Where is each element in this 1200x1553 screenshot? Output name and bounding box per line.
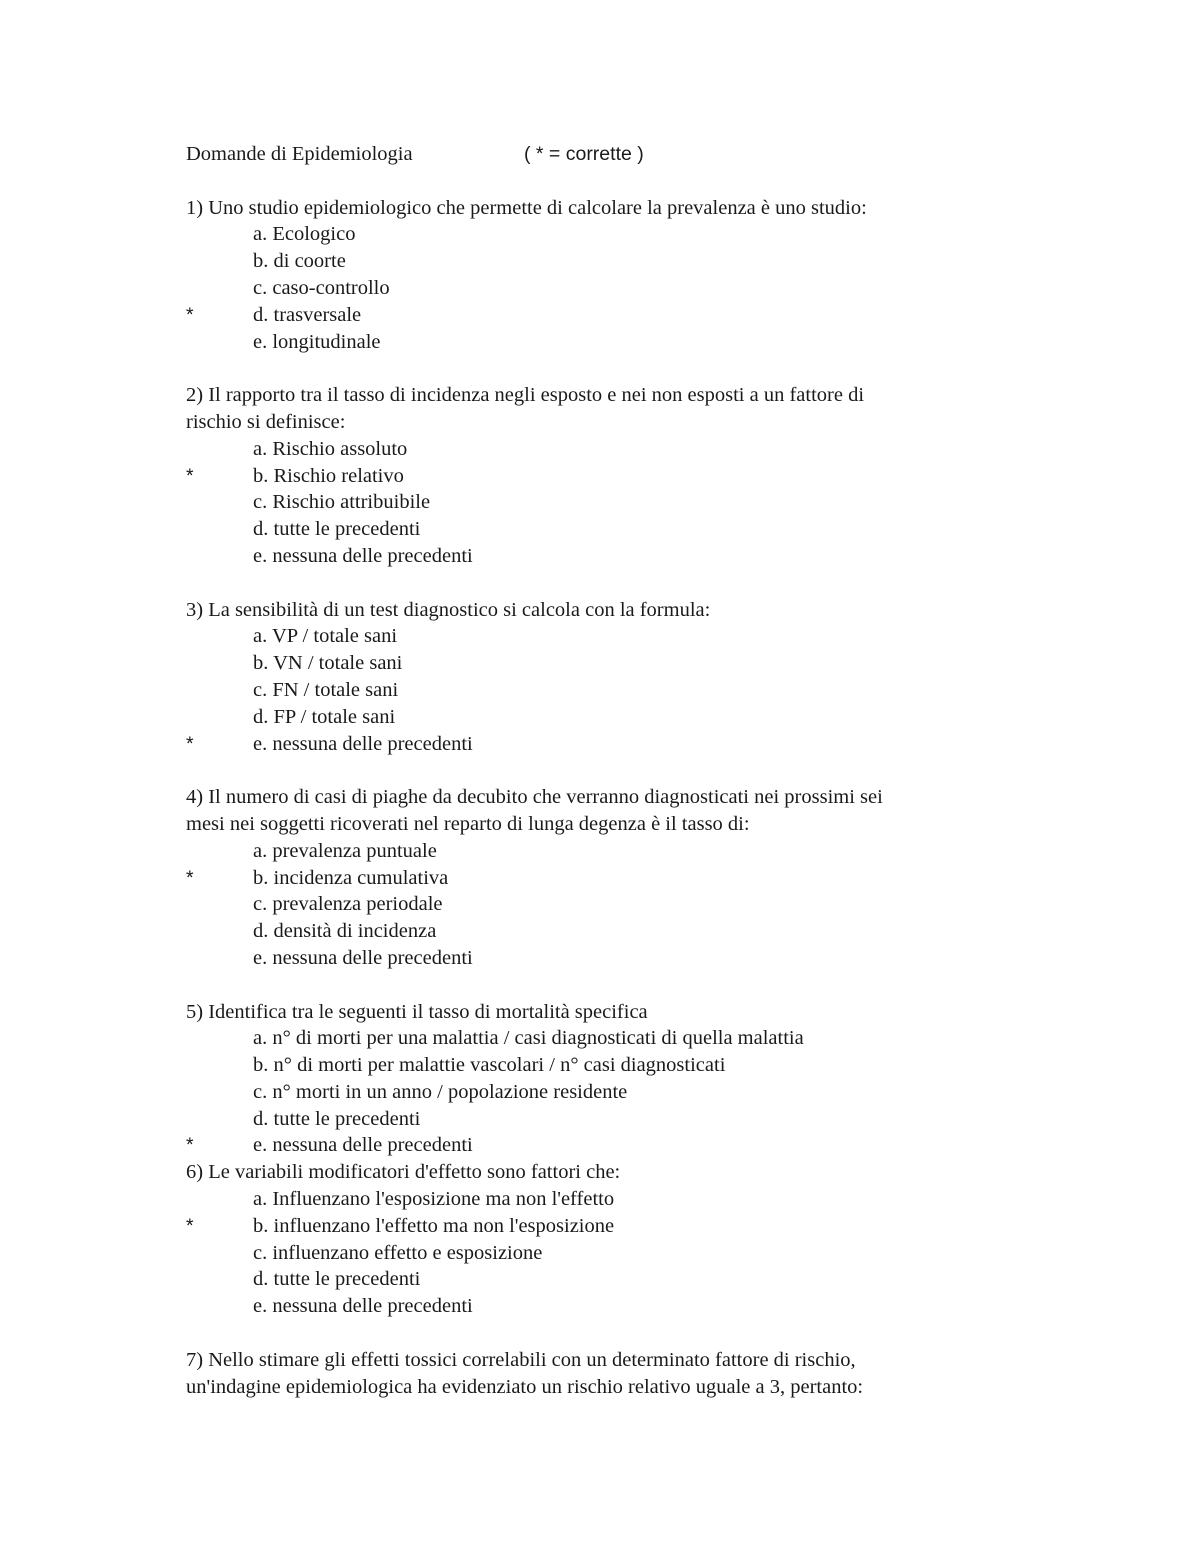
answer-option-text: a. Rischio assoluto [253, 437, 408, 460]
question-stem-line: 3) La sensibilità di un test diagnostico si calcola con la formula: [186, 598, 711, 621]
question-stem-line: 5) Identifica tra le seguenti il tasso di mortalità specifica [186, 1000, 648, 1023]
answer-option [186, 1025, 986, 1052]
answer-option [186, 1266, 986, 1293]
question-7 [186, 1347, 986, 1401]
answer-option [186, 302, 986, 329]
answer-option [186, 275, 986, 302]
answer-option-text: d. FP / totale sani [253, 705, 396, 728]
answer-option [186, 248, 986, 275]
answer-option [186, 1106, 986, 1133]
correct-answer-marker: * [186, 464, 194, 487]
blank-line [186, 1320, 986, 1347]
blank-line [186, 355, 986, 382]
answer-option-text: c. FN / totale sani [253, 678, 399, 701]
question-3 [186, 597, 986, 758]
answer-option-text: e. nessuna delle precedenti [253, 946, 473, 969]
correct-answer-marker: * [186, 732, 194, 755]
answer-option [186, 650, 986, 677]
answer-option [186, 463, 986, 490]
answer-option [186, 865, 986, 892]
answer-option-text: e. longitudinale [253, 330, 381, 353]
answer-option [186, 677, 986, 704]
question-2 [186, 382, 986, 570]
answer-option-text: c. n° morti in un anno / popolazione residente [253, 1080, 628, 1103]
answer-option-text: c. Rischio attribuibile [253, 491, 431, 514]
answer-option-text: d. trasversale [253, 303, 362, 326]
document-page [186, 141, 986, 1400]
answer-option [186, 1132, 986, 1159]
answer-option-text: a. n° di morti per una malattia / casi diagnosticati di quella malattia [253, 1027, 804, 1050]
blank-line [186, 972, 986, 999]
answer-option-text: b. incidenza cumulativa [253, 866, 449, 889]
answer-option-text: c. prevalenza periodale [253, 893, 443, 916]
question-1 [186, 195, 986, 356]
answer-option-text: e. nessuna delle precedenti [253, 544, 473, 567]
question-5 [186, 999, 986, 1160]
answer-option-text: e. nessuna delle precedenti [253, 1295, 473, 1318]
question-list [186, 168, 986, 1401]
question-stem-line: 1) Uno studio epidemiologico che permette di calcolare la prevalenza è uno studio: [186, 196, 867, 219]
question-stem-line: mesi nei soggetti ricoverati nel reparto di lunga degenza è il tasso di: [186, 812, 750, 835]
answer-option-text: c. influenzano effetto e esposizione [253, 1241, 543, 1264]
answer-option-text: b. Rischio relativo [253, 464, 404, 487]
answer-option [186, 918, 986, 945]
blank-line [186, 757, 986, 784]
answer-option-text: b. influenzano l'effetto ma non l'esposizione [253, 1214, 615, 1237]
answer-option [186, 543, 986, 570]
answer-option [186, 436, 986, 463]
answer-option-text: c. caso-controllo [253, 276, 390, 299]
answer-option [186, 329, 986, 356]
question-4 [186, 784, 986, 972]
answer-option [186, 945, 986, 972]
answer-option-text: a. Influenzano l'esposizione ma non l'effetto [253, 1188, 615, 1211]
answer-option [186, 1052, 986, 1079]
question-6 [186, 1159, 986, 1320]
correct-answer-marker: * [186, 1134, 194, 1157]
blank-line [186, 570, 986, 597]
correct-answer-marker: * [186, 866, 194, 889]
answer-option-text: d. tutte le precedenti [253, 518, 421, 541]
answer-option [186, 838, 986, 865]
answer-option [186, 221, 986, 248]
answer-option-text: d. tutte le precedenti [253, 1268, 421, 1291]
answer-option [186, 731, 986, 758]
answer-option [186, 516, 986, 543]
correct-answer-marker: * [186, 303, 194, 326]
answer-option-text: a. prevalenza puntuale [253, 839, 437, 862]
blank-line [186, 168, 986, 195]
answer-option-text: d. densità di incidenza [253, 920, 437, 943]
correct-legend: ( * = corrette ) [524, 143, 644, 165]
answer-option [186, 1293, 986, 1320]
answer-option-text: a. VP / totale sani [253, 625, 398, 648]
answer-option [186, 1213, 986, 1240]
answer-option-text: b. VN / totale sani [253, 652, 403, 675]
question-stem-line: un'indagine epidemiologica ha evidenziato un rischio relativo uguale a 3, pertanto: [186, 1375, 864, 1398]
answer-option-text: a. Ecologico [253, 223, 356, 246]
answer-option [186, 489, 986, 516]
answer-option-text: b. n° di morti per malattie vascolari / n° casi diagnosticati [253, 1054, 726, 1077]
question-stem-line: 4) Il numero di casi di piaghe da decubito che verranno diagnosticati nei prossimi sei [186, 786, 883, 809]
answer-option [186, 623, 986, 650]
question-stem-line: 6) Le variabili modificatori d'effetto sono fattori che: [186, 1161, 621, 1184]
answer-option [186, 891, 986, 918]
answer-option-text: d. tutte le precedenti [253, 1107, 421, 1130]
answer-option-text: e. nessuna delle precedenti [253, 1134, 473, 1157]
question-stem-line: rischio si definisce: [186, 410, 346, 433]
answer-option [186, 704, 986, 731]
answer-option [186, 1186, 986, 1213]
answer-option [186, 1240, 986, 1267]
correct-answer-marker: * [186, 1214, 194, 1237]
document-header [186, 141, 986, 168]
answer-option-text: b. di coorte [253, 250, 346, 273]
question-stem-line: 2) Il rapporto tra il tasso di incidenza negli esposto e nei non esposti a un fattore di [186, 384, 865, 407]
answer-option [186, 1079, 986, 1106]
document-title: Domande di Epidemiologia [186, 143, 413, 165]
answer-option-text: e. nessuna delle precedenti [253, 732, 473, 755]
question-stem-line: 7) Nello stimare gli effetti tossici correlabili con un determinato fattore di rischio, [186, 1348, 856, 1371]
